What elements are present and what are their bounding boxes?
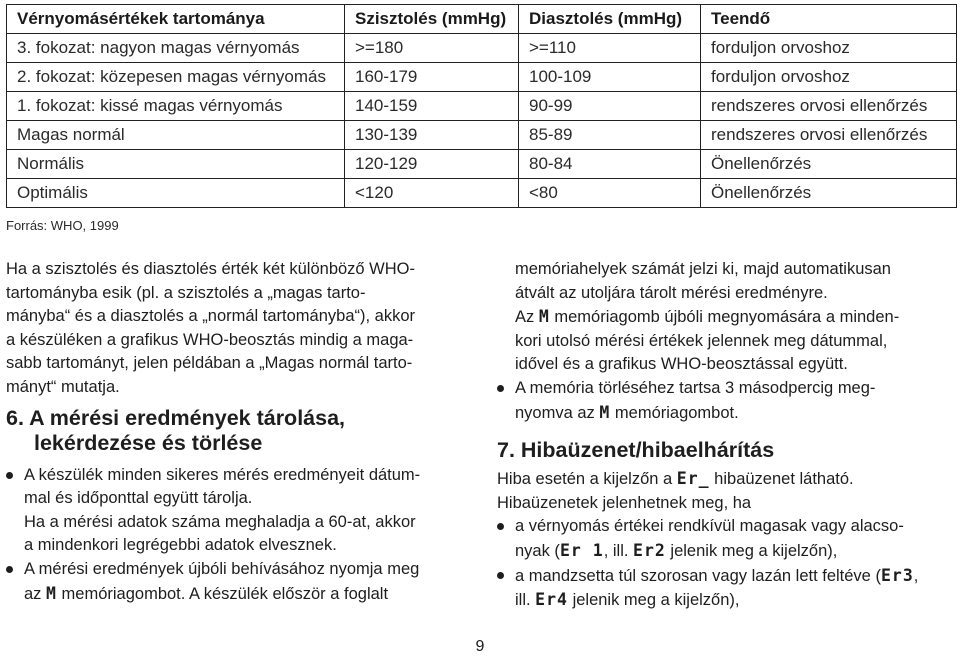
cell-diastolic: 80-84 <box>519 150 701 179</box>
cell-action: Önellenőrzés <box>701 179 957 208</box>
bullet-line <box>515 539 952 564</box>
cell-diastolic: <80 <box>519 179 701 208</box>
cell-range: Normális <box>7 150 345 179</box>
table-row <box>7 121 957 150</box>
header-systolic: Szisztolés (mmHg) <box>345 5 519 34</box>
text-line <box>515 305 952 330</box>
bullet-item <box>6 464 458 511</box>
bullet-line: A mérési eredmények újbóli behívásához nyomja meg <box>24 559 420 578</box>
bullet-icon <box>6 566 13 573</box>
text: ill. <box>515 591 536 610</box>
bullet-item <box>6 558 458 606</box>
table-row <box>7 92 957 121</box>
blood-pressure-table-container <box>6 4 956 208</box>
cell-diastolic: 100-109 <box>519 63 701 92</box>
bullet-continuation <box>6 511 458 558</box>
error-code: Er3 <box>880 565 914 585</box>
text: az <box>24 584 47 603</box>
header-range: Vérnyomásértékek tartománya <box>7 5 345 34</box>
intro-line: a készüléken a grafikus WHO-beosztás mindig a maga- <box>6 330 414 349</box>
bullet-line <box>515 588 952 613</box>
intro-line: tartományba esik (pl. a szisztolés a „magas tarto- <box>6 283 366 302</box>
text-line: memóriahelyek számát jelzi ki, majd automatikusan <box>515 260 891 278</box>
memory-key-label: M <box>538 307 550 327</box>
bullet-icon <box>497 572 504 579</box>
cell-diastolic: >=110 <box>519 34 701 63</box>
bullet-line <box>515 564 952 589</box>
cell-range: Optimális <box>7 179 345 208</box>
bullet-line <box>24 582 458 607</box>
cell-action: rendszeres orvosi ellenőrzés <box>701 92 957 121</box>
bullet-line: a vérnyomás értékei rendkívül magasak vagy alacso- <box>515 517 904 536</box>
text: Hiba esetén a kijelzőn a <box>497 470 677 489</box>
text-line <box>497 467 952 492</box>
cell-range: 2. fokozat: közepesen magas vérnyomás <box>7 63 345 92</box>
text: Az <box>515 308 539 327</box>
text: nyomva az <box>515 403 600 422</box>
bullet-icon <box>497 523 504 530</box>
bullet-line <box>515 401 952 426</box>
memory-key-label: M <box>46 583 57 603</box>
error-code: Er_ <box>676 469 710 489</box>
bullet-line: mal és időponttal együtt tárolja. <box>24 489 253 508</box>
section-6-heading-line1: 6. A mérési eredmények tárolása, <box>6 405 346 430</box>
error-code: Er 1 <box>559 540 604 560</box>
table-row <box>7 179 957 208</box>
right-column <box>497 258 952 613</box>
text: memóriagomb újbóli megnyomására a minden- <box>549 308 900 327</box>
text-line: Hibaüzenetek jelenhetnek meg, ha <box>497 493 752 512</box>
text: jelenik meg a kijelzőn), <box>665 541 838 560</box>
bullet-item <box>497 515 952 563</box>
error-code: Er4 <box>535 590 568 610</box>
left-column <box>6 258 458 606</box>
text: memóriagombot. <box>610 403 739 422</box>
bullet-line: Ha a mérési adatok száma meghaladja a 60-at, akkor <box>24 512 416 531</box>
text-line: kori utolsó mérési értékek jelennek meg dátummal, <box>515 331 888 350</box>
bullet-icon <box>6 472 13 479</box>
bullet-item <box>497 564 952 613</box>
table-source-note: Forrás: WHO, 1999 <box>6 218 119 233</box>
header-diastolic: Diasztolés (mmHg) <box>519 5 701 34</box>
table-row <box>7 63 957 92</box>
cell-systolic: >=180 <box>345 34 519 63</box>
text: nyak ( <box>515 541 560 560</box>
cell-range: 1. fokozat: kissé magas vérnyomás <box>7 92 345 121</box>
memory-key-label: M <box>599 402 611 422</box>
cell-systolic: 120-129 <box>345 150 519 179</box>
text: , <box>913 566 919 585</box>
cell-action: Önellenőrzés <box>701 150 957 179</box>
cell-systolic: 140-159 <box>345 92 519 121</box>
bullet-line: A memória törléséhez tartsa 3 másodpercig meg- <box>515 378 876 397</box>
cell-diastolic: 85-89 <box>519 121 701 150</box>
cell-systolic: <120 <box>345 179 519 208</box>
page-number: 9 <box>475 638 485 655</box>
section-7-heading: 7. Hibaüzenet/hibaelhárítás <box>497 438 775 463</box>
table-row <box>7 34 957 63</box>
intro-line: sabb tartományt, jelen példában a „Magas normál tarto- <box>6 354 413 373</box>
section-6-heading-line2: lekérdezése és törlése <box>34 430 263 455</box>
text-line: átvált az utoljára tárolt mérési eredményre. <box>515 283 828 302</box>
text: jelenik meg a kijelzőn), <box>567 591 740 610</box>
table-header-row <box>7 5 957 34</box>
section-6-heading <box>6 406 458 456</box>
bullet-item <box>497 377 952 425</box>
intro-line: mányt“ mutatja. <box>6 377 120 396</box>
cell-range: 3. fokozat: nagyon magas vérnyomás <box>7 34 345 63</box>
cell-range: Magas normál <box>7 121 345 150</box>
intro-line: mányba“ és a diasztolés a „normál tartományba“), akkor <box>6 307 416 326</box>
cell-action: forduljon orvoshoz <box>701 34 957 63</box>
bullet-line: A készülék minden sikeres mérés eredményeit dátum- <box>24 465 421 484</box>
header-action: Teendő <box>701 5 957 34</box>
text: a mandzsetta túl szorosan vagy lazán lett feltéve ( <box>515 566 881 585</box>
cell-systolic: 130-139 <box>345 121 519 150</box>
text: hibaüzenet látható. <box>709 470 854 489</box>
text: , ill. <box>603 541 634 560</box>
cell-systolic: 160-179 <box>345 63 519 92</box>
bullet-continuation <box>497 258 952 377</box>
intro-line: Ha a szisztolés és diasztolés érték két különböző WHO- <box>6 260 415 278</box>
error-code: Er2 <box>633 540 666 560</box>
cell-action: rendszeres orvosi ellenőrzés <box>701 121 957 150</box>
bullet-icon <box>497 385 504 392</box>
cell-action: forduljon orvoshoz <box>701 63 957 92</box>
bullet-line: a mindenkori legrégebbi adatok elvesznek. <box>24 536 337 555</box>
table-row <box>7 150 957 179</box>
text: memóriagombot. A készülék először a foglalt <box>56 584 389 603</box>
cell-diastolic: 90-99 <box>519 92 701 121</box>
blood-pressure-table <box>6 4 957 208</box>
text-line: idővel és a grafikus WHO-beosztással együtt. <box>515 355 848 374</box>
